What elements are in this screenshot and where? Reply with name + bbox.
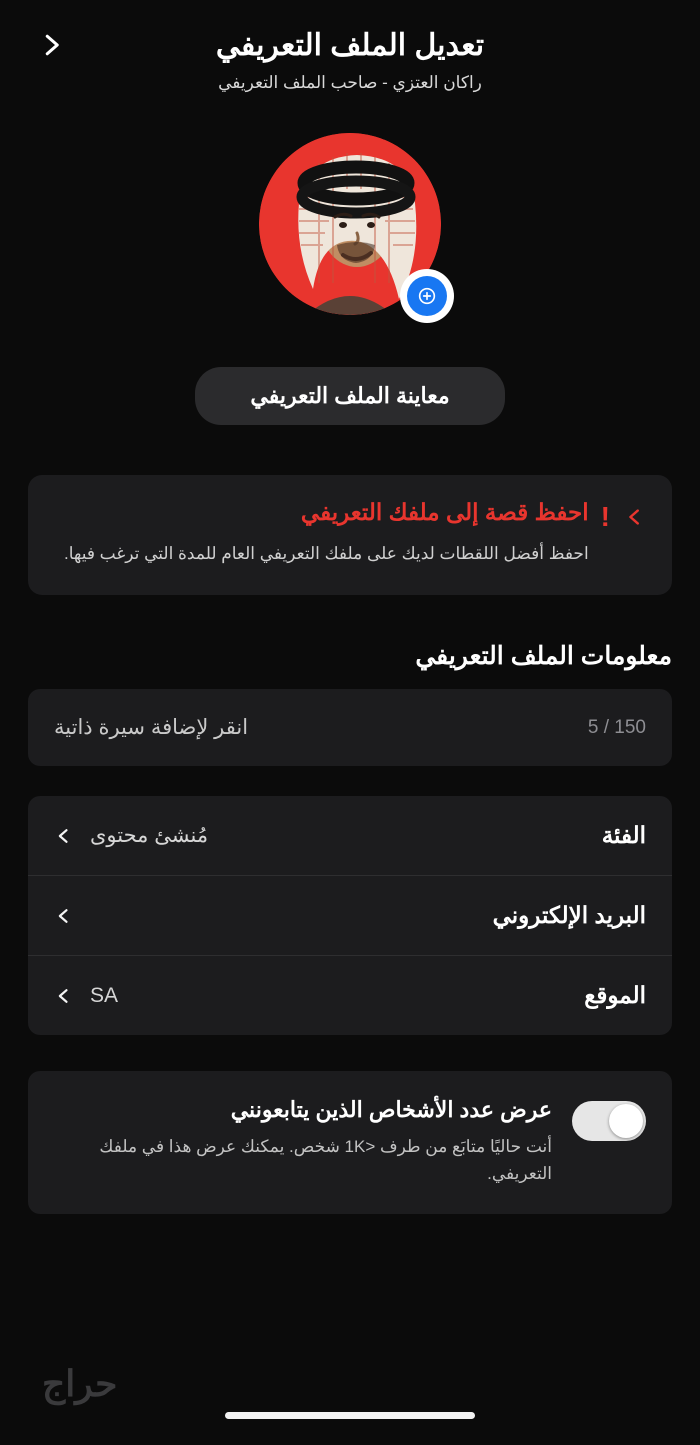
profile-fields-list — [28, 796, 672, 1035]
chevron-left-icon[interactable] — [54, 906, 74, 926]
preview-profile-button[interactable]: معاينة الملف التعريفي — [195, 367, 505, 425]
footer — [0, 1325, 700, 1445]
followers-visibility-title: عرض عدد الأشخاص الذين يتابعونني — [230, 1097, 552, 1123]
bio-input[interactable] — [28, 689, 672, 766]
page-title: تعديل الملف التعريفي — [215, 29, 485, 62]
row-label: البريد الإلكتروني — [492, 902, 646, 929]
exclamation-icon: ! — [600, 501, 610, 532]
story-card-title: احفظ قصة إلى ملفك التعريفي — [300, 499, 589, 525]
toggle-knob — [609, 1104, 643, 1138]
chevron-left-icon[interactable] — [54, 986, 74, 1006]
followers-visibility-text — [54, 1097, 552, 1187]
save-story-card[interactable] — [28, 475, 672, 595]
row-email[interactable] — [28, 875, 672, 955]
home-indicator[interactable] — [225, 1412, 475, 1419]
row-trailing — [54, 984, 118, 1008]
row-value: SA — [90, 983, 119, 1007]
row-label: الفئة — [601, 822, 646, 849]
followers-visibility-toggle[interactable] — [572, 1101, 646, 1141]
story-card-description: احفظ أفضل اللقطات لديك على ملفك التعريفي العام للمدة التي ترغب فيها. — [63, 544, 589, 563]
row-category[interactable] — [28, 796, 672, 875]
preview-row — [0, 367, 700, 425]
avatar-section — [0, 133, 700, 315]
bio-placeholder: انقر لإضافة سيرة ذاتية — [54, 716, 249, 740]
story-card-body — [54, 499, 589, 567]
row-label: الموقع — [584, 982, 646, 1009]
page-subtitle: راكان العتزي - صاحب الملف التعريفي — [218, 73, 482, 92]
add-photo-icon[interactable] — [400, 269, 454, 323]
row-value: مُنشئ محتوى — [90, 824, 209, 848]
followers-visibility-description: أنت حاليًا متابَع من طرف <1K شخص. يمكنك عرض هذا في ملفك التعريفي. — [99, 1137, 552, 1184]
chevron-left-icon[interactable] — [36, 30, 66, 60]
profile-info-section-title: معلومات الملف التعريفي — [415, 642, 672, 671]
row-trailing — [54, 823, 208, 848]
bio-counter: 5 / 150 — [587, 716, 646, 738]
row-location[interactable] — [28, 955, 672, 1035]
watermark: حراج — [42, 1363, 118, 1404]
header — [0, 0, 700, 107]
row-trailing — [54, 906, 90, 926]
story-card-leading — [601, 499, 646, 531]
chevron-left-icon[interactable] — [54, 826, 74, 846]
chevron-left-icon[interactable] — [624, 506, 646, 528]
add-photo-badge — [407, 276, 447, 316]
followers-visibility-card — [28, 1071, 672, 1213]
